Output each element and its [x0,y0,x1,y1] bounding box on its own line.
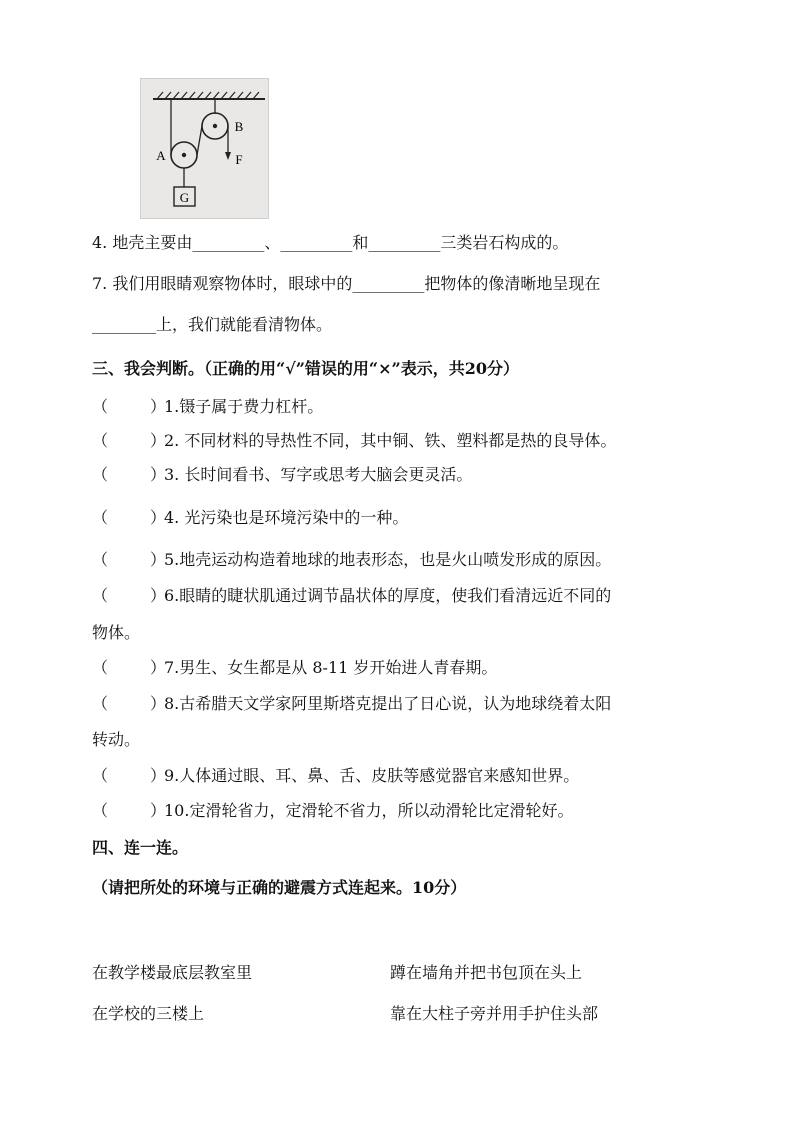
judge-text: 7.男生、女生都是从 8-11 岁开始进人青春期。 [164,658,498,677]
judge-item-8-cont: 转动。 [92,730,141,749]
question-7-fill-line2: ________上，我们就能看清物体。 [92,315,333,334]
judge-item-4 [92,507,408,529]
judge-text: 9.人体通过眼、耳、鼻、舌、皮肤等感觉器官来感知世界。 [164,766,580,785]
match-right-item-1[interactable]: 蹲在墙角并把书包顶在头上 [390,963,583,982]
judge-item-2 [92,430,616,452]
judge-text: 4. 光污染也是环境污染中的一种。 [164,508,409,527]
section-4-title: 四、连一连。 [92,838,189,857]
answer-paren[interactable]: （ ） [92,508,167,527]
judge-text: 2. 不同材料的导热性不同，其中铜、铁、塑料都是热的良导体。 [164,431,617,450]
answer-paren[interactable]: （ ） [92,465,167,484]
answer-paren[interactable]: （ ） [92,586,167,605]
answer-paren[interactable]: （ ） [92,658,167,677]
judge-item-3 [92,464,472,486]
answer-paren[interactable]: （ ） [92,431,167,450]
label-b: B [234,119,244,134]
pulley-diagram [140,78,269,219]
pulley-diagram-svg [141,79,268,218]
judge-item-9 [92,765,579,787]
answer-paren[interactable]: （ ） [92,550,167,569]
judge-item-5 [92,549,611,571]
judge-item-10 [92,800,573,822]
answer-paren[interactable]: （ ） [92,766,167,785]
question-7-fill-line1: 7. 我们用眼睛观察物体时，眼球中的_________把物体的像清晰地呈现在 [92,274,601,293]
judge-item-1 [92,396,323,418]
judge-text: 8.古希腊天文学家阿里斯塔克提出了日心说，认为地球绕着太阳 [164,694,612,713]
judge-item-6-cont: 物体。 [92,623,141,642]
answer-paren[interactable]: （ ） [92,397,167,416]
judge-text: 1.镊子属于费力杠杆。 [164,397,324,416]
match-left-item-2[interactable]: 在学校的三楼上 [92,1004,205,1023]
label-f: F [235,152,243,167]
section-3-title: 三、我会判断。（正确的用“√”错误的用“×”表示，共20分） [92,359,520,378]
answer-paren[interactable]: （ ） [92,694,167,713]
judge-text: 3. 长时间看书、写字或思考大脑会更灵活。 [164,465,473,484]
section-4-instruction: （请把所处的环境与正确的避震方式连起来。10分） [92,878,467,897]
judge-text: 6.眼睛的睫状肌通过调节晶状体的厚度，使我们看清远近不同的 [164,586,612,605]
match-left-item-1[interactable]: 在教学楼最底层教室里 [92,963,253,982]
answer-paren[interactable]: （ ） [92,801,167,820]
judge-item-8 [92,693,611,715]
judge-item-6 [92,585,611,607]
judge-text: 5.地壳运动构造着地球的地表形态，也是火山喷发形成的原因。 [164,550,612,569]
question-4-fill: 4. 地壳主要由_________、_________和_________三类岩石构成的。 [92,233,569,252]
judge-text: 10.定滑轮省力，定滑轮不省力，所以动滑轮比定滑轮好。 [164,801,574,820]
label-g: G [179,190,190,205]
label-a: A [156,148,166,163]
match-right-item-2[interactable]: 靠在大柱子旁并用手护住头部 [390,1004,599,1023]
judge-item-7 [92,657,497,679]
